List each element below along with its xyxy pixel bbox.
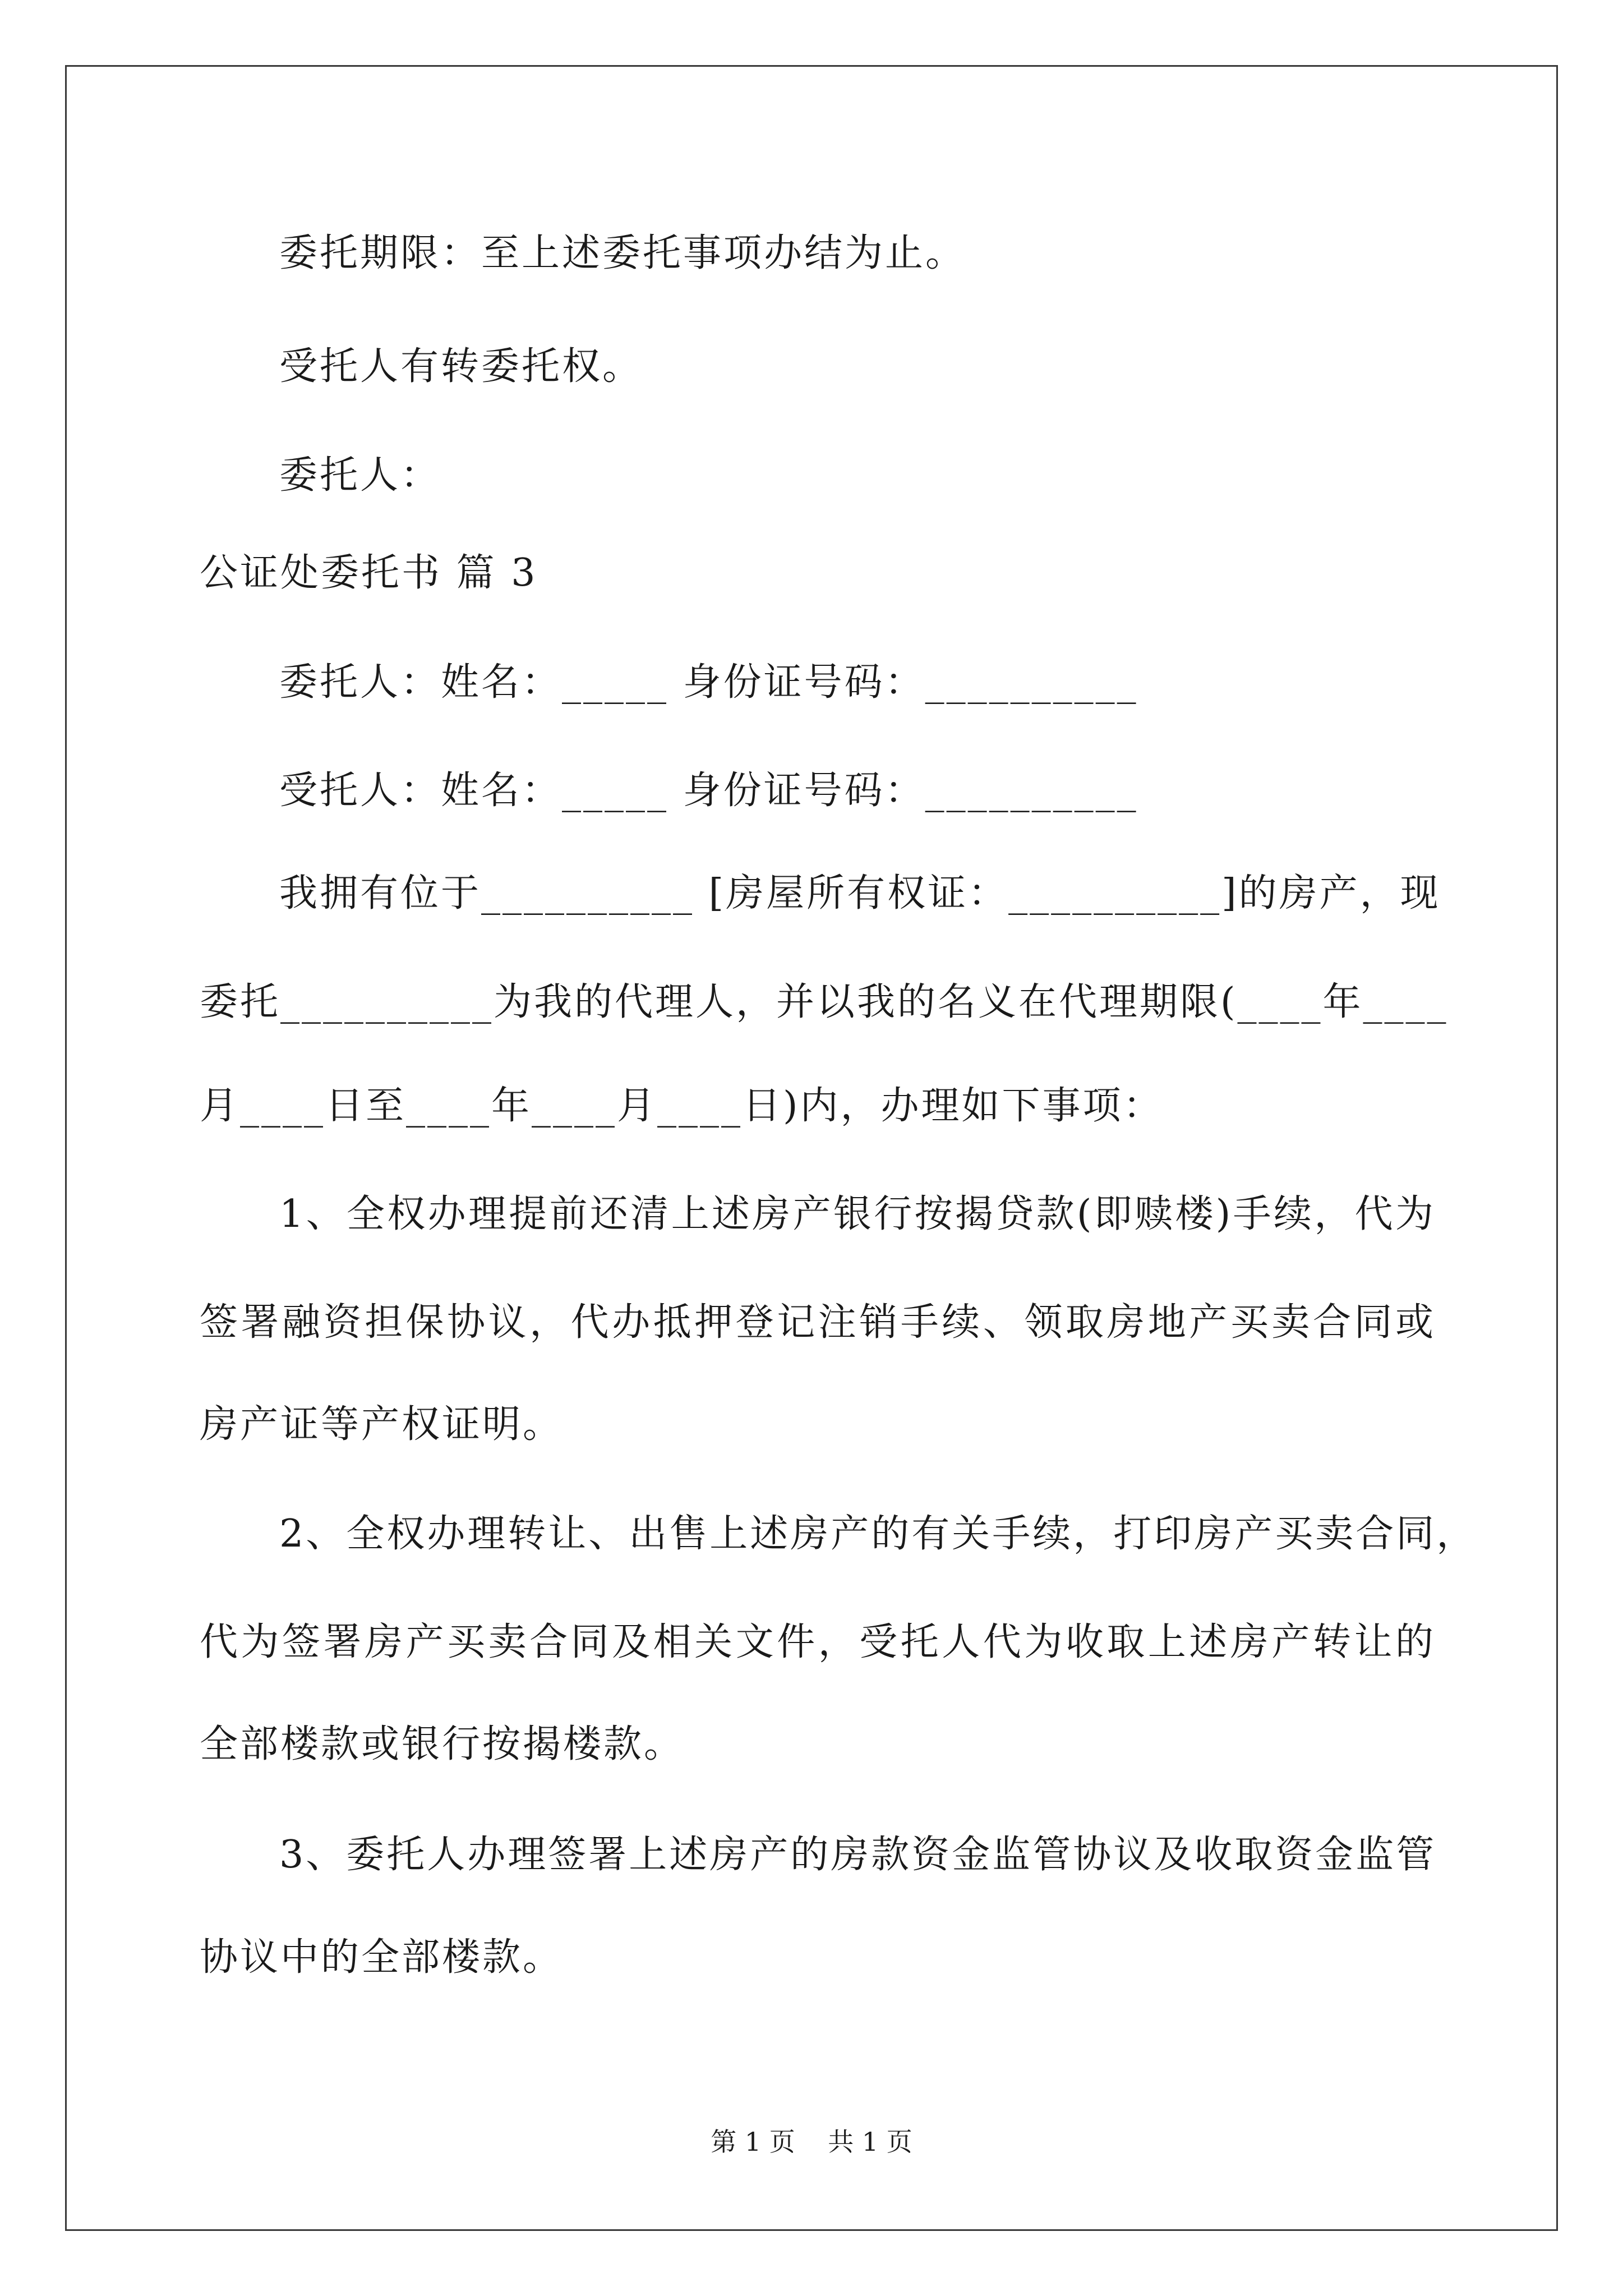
text-line-item2-c: 全部楼款或银行按揭楼款。 <box>200 1722 685 1766</box>
text-line-principal-name: 委托人：姓名：_____ 身份证号码：__________ <box>279 660 1138 705</box>
page-number-footer: 第 1 页 共 1 页 <box>711 2127 912 2157</box>
text-line-item3-a: 3、委托人办理签署上述房产的房款资金监管协议及收取资金监管 <box>279 1833 1437 1877</box>
text-line-item1-a: 1、全权办理提前还清上述房产银行按揭贷款(即赎楼)手续，代为 <box>279 1192 1436 1236</box>
text-line-term: 委托期限：至上述委托事项办结为止。 <box>279 231 966 275</box>
text-line-subdelegation: 受托人有转委托权。 <box>279 344 643 389</box>
text-line-item1-b: 签署融资担保协议，代办抵押登记注销手续、领取房地产买卖合同或 <box>200 1300 1436 1345</box>
text-line-appointment: 委托__________为我的代理人，并以我的名义在代理期限(____年____ <box>200 980 1449 1024</box>
text-line-period: 月____日至____年____月____日)内，办理如下事项： <box>200 1084 1164 1128</box>
section-heading: 公证处委托书 篇 3 <box>200 551 538 595</box>
text-line-item3-b: 协议中的全部楼款。 <box>200 1935 564 1980</box>
text-line-item2-b: 代为签署房产买卖合同及相关文件，受托人代为收取上述房产转让的 <box>200 1620 1436 1664</box>
text-line-principal-signature: 委托人： <box>279 453 441 498</box>
text-line-item1-c: 房产证等产权证明。 <box>200 1402 564 1447</box>
text-line-property: 我拥有位于__________ [房屋所有权证：__________]的房产，现 <box>279 871 1441 915</box>
text-line-item2-a: 2、全权办理转让、出售上述房产的有关手续，打印房产买卖合同， <box>279 1512 1477 1556</box>
text-line-agent-name: 受托人：姓名：_____ 身份证号码：__________ <box>279 769 1138 813</box>
